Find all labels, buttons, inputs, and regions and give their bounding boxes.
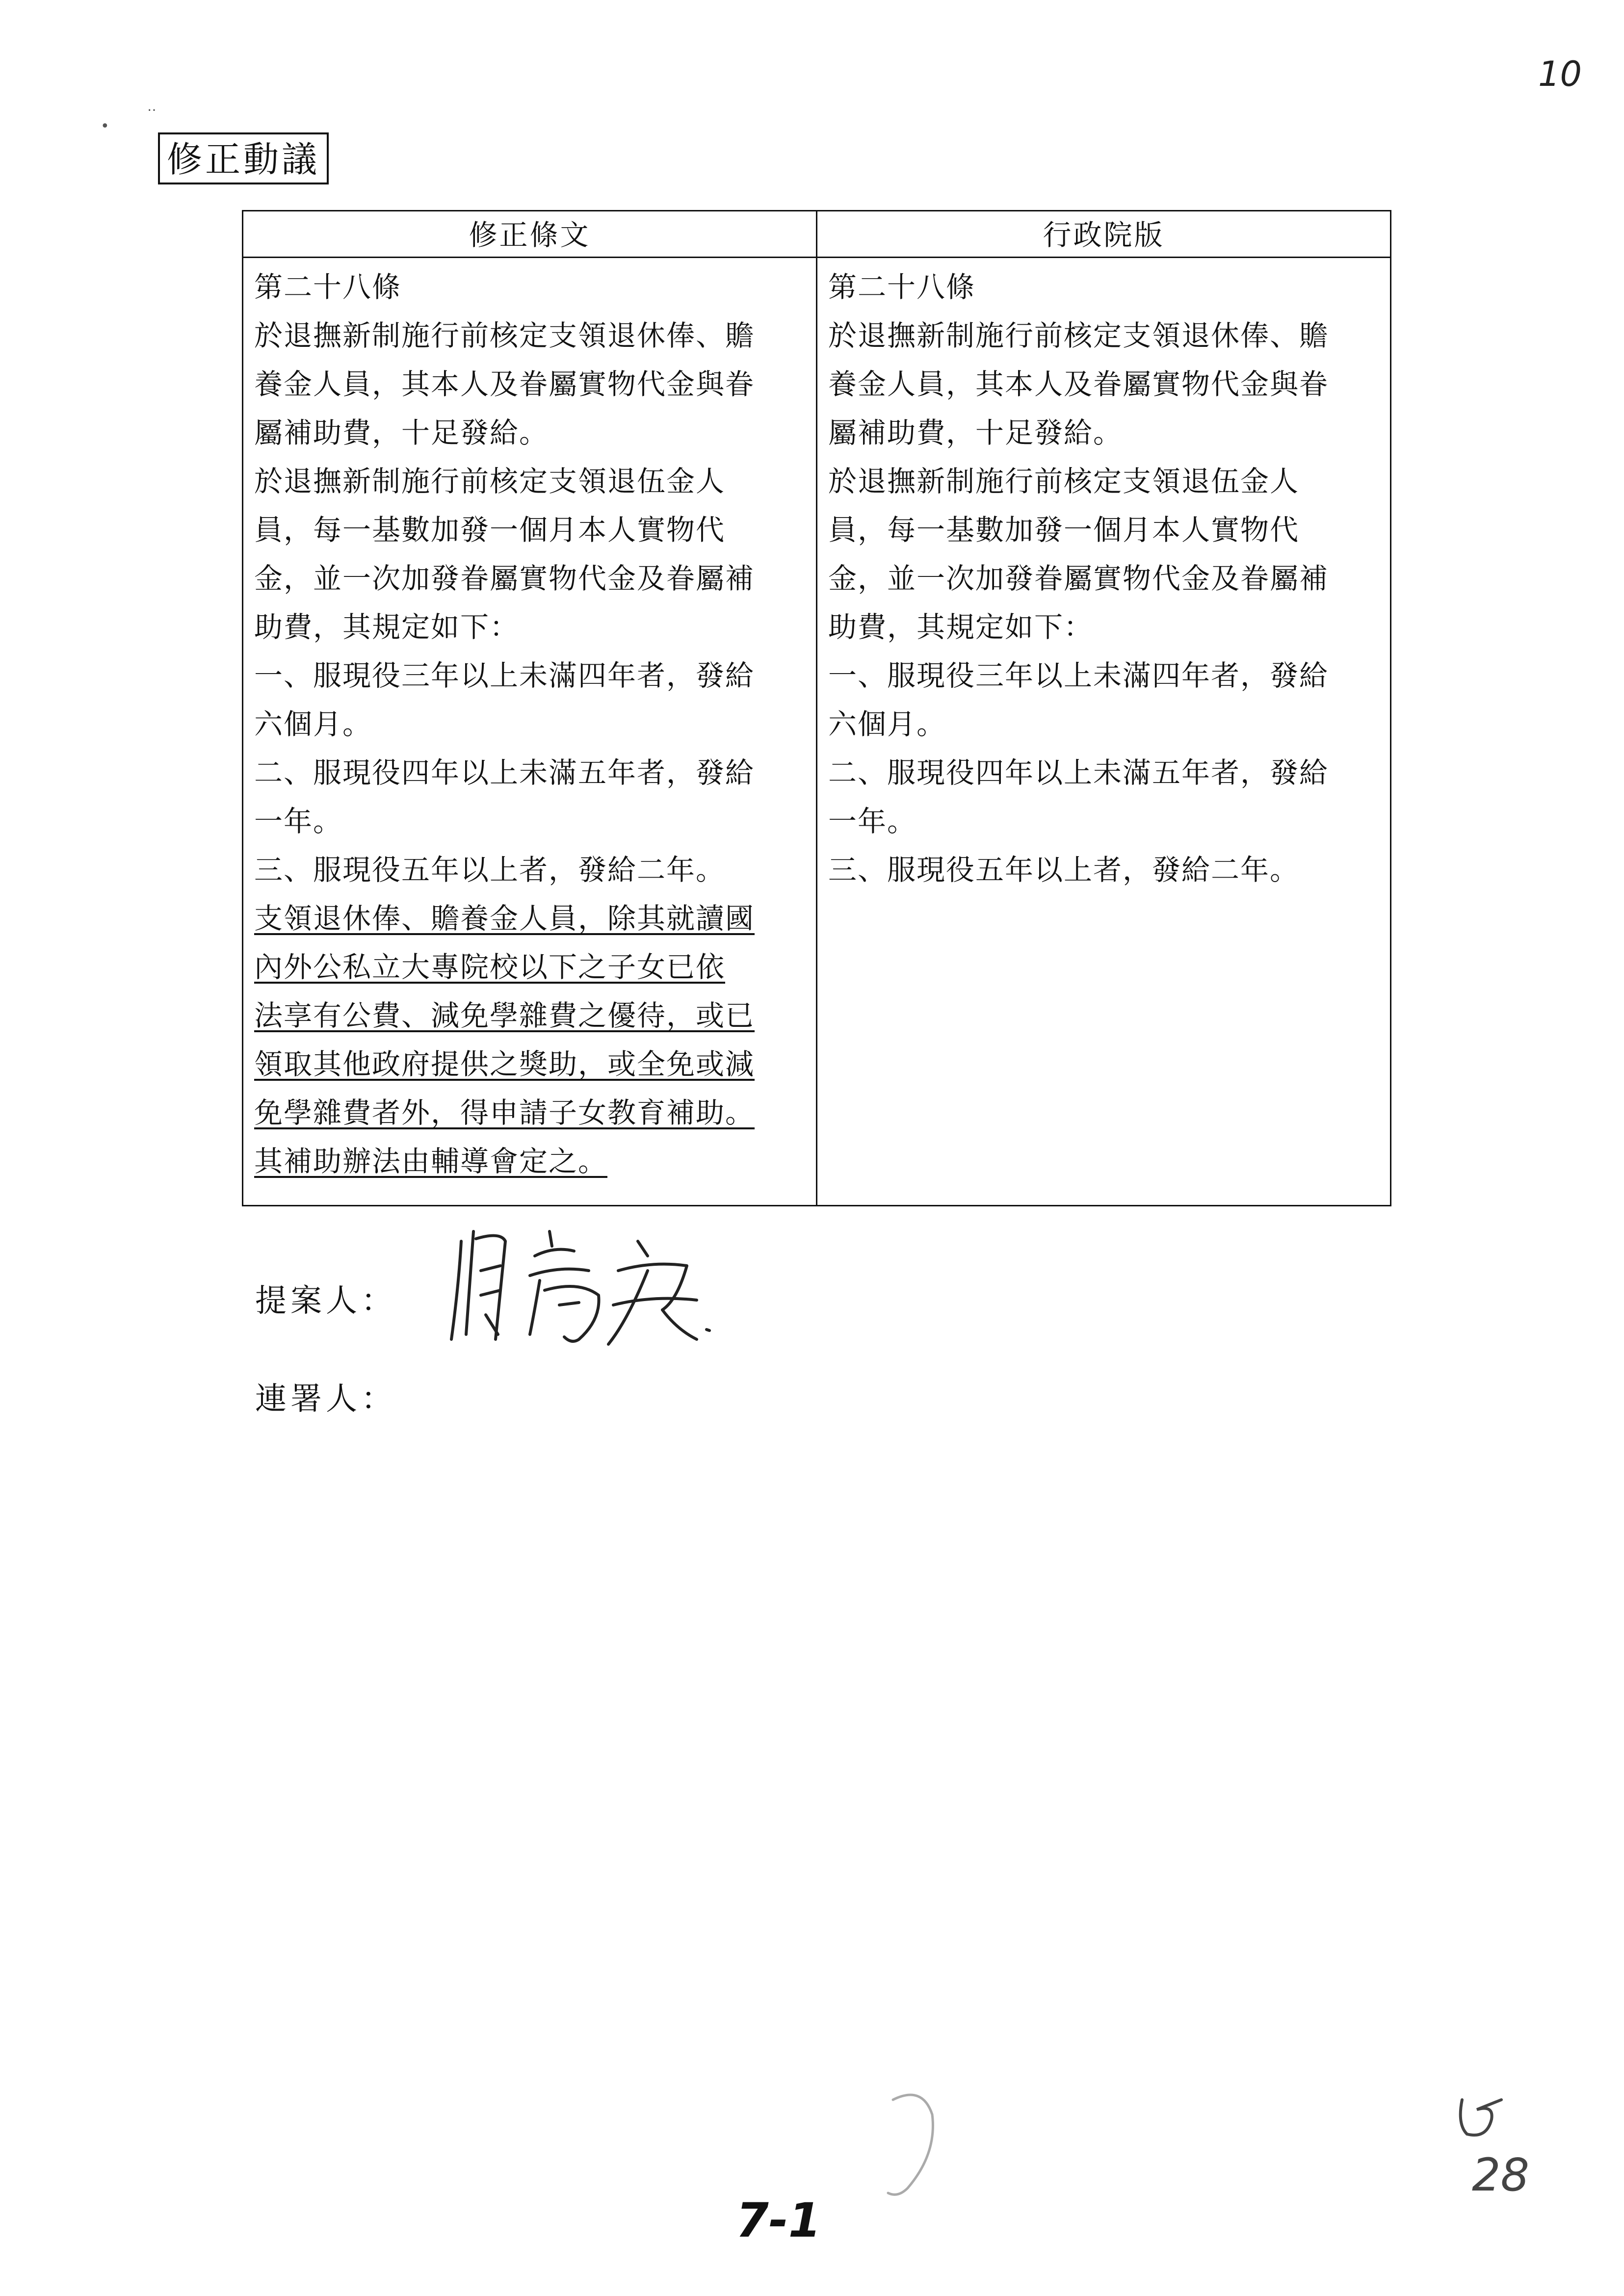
amended-text-line: 二、服現役四年以上未滿五年者，發給: [254, 756, 755, 789]
executive-yuan-text-line: 助費，其規定如下：: [828, 610, 1094, 644]
amended-text-line: 第二十八條: [254, 270, 402, 304]
amended-text-line: 支領退休俸、贍養金人員，除其就讀國: [254, 902, 755, 935]
amended-text-line: 金，並一次加發眷屬實物代金及眷屬補: [254, 562, 755, 595]
executive-yuan-text-line: 員，每一基數加發一個月本人實物代: [828, 513, 1300, 547]
cosigner-label: 連署人：: [255, 1381, 396, 1417]
header-executive-yuan-version: 行政院版: [817, 211, 1391, 258]
executive-yuan-text-line: 養金人員，其本人及眷屬實物代金與眷: [828, 367, 1329, 401]
proposer-signature: [432, 1212, 805, 1359]
executive-yuan-text-cell: [817, 258, 1391, 1206]
amended-text-line: 養金人員，其本人及眷屬實物代金與眷: [254, 367, 755, 401]
amended-text-line: 於退撫新制施行前核定支領退休俸、贍: [254, 319, 755, 352]
amended-text-line: 領取其他政府提供之獎助，或全免或減: [254, 1047, 755, 1081]
amended-text-line: 六個月。: [254, 707, 372, 741]
proposer-label: 提案人：: [255, 1283, 396, 1319]
executive-yuan-text-line: 金，並一次加發眷屬實物代金及眷屬補: [828, 562, 1329, 595]
table-row: [243, 258, 1391, 1206]
amended-text-line: 法享有公費、減免學雜費之優待，或已: [254, 999, 755, 1032]
executive-yuan-text-line: 六個月。: [828, 707, 946, 741]
motion-title: 修正動議: [158, 132, 329, 184]
comparison-table: [242, 210, 1391, 1206]
executive-yuan-text-line: 二、服現役四年以上未滿五年者，發給: [828, 756, 1329, 789]
amended-text-line: 三、服現役五年以上者，發給二年。: [254, 853, 726, 887]
amended-text-line: 員，每一基數加發一個月本人實物代: [254, 513, 726, 547]
header-amended-text: 修正條文: [243, 211, 817, 258]
executive-yuan-text-line: 一、服現役三年以上未滿四年者，發給: [828, 659, 1329, 692]
amended-text-line: 免學雜費者外，得申請子女教育補助。: [254, 1096, 755, 1129]
executive-yuan-text-line: 於退撫新制施行前核定支領退伍金人: [828, 465, 1300, 498]
amended-text-line: 屬補助費，十足發給。: [254, 416, 549, 449]
scan-speck: ‥: [147, 98, 157, 114]
executive-yuan-text-line: 第二十八條: [828, 270, 976, 304]
amended-text-line: 於退撫新制施行前核定支領退伍金人: [254, 465, 726, 498]
corner-page-mark: 28: [1472, 2149, 1530, 2201]
executive-yuan-text-line: 屬補助費，十足發給。: [828, 416, 1123, 449]
page-number: 10: [1538, 54, 1582, 94]
executive-yuan-text-line: 一年。: [828, 805, 917, 838]
scan-speck: •: [101, 118, 109, 135]
amended-text-line: 助費，其規定如下：: [254, 610, 520, 644]
amended-text-cell: [243, 258, 817, 1206]
amended-text-line: 一、服現役三年以上未滿四年者，發給: [254, 659, 755, 692]
corner-handwritten-mark: [1447, 2090, 1516, 2149]
table-header-row: [243, 211, 1391, 258]
amended-text-line: 內外公私立大專院校以下之子女已依: [254, 950, 726, 984]
handwritten-mark: [864, 2080, 962, 2208]
executive-yuan-text-line: 於退撫新制施行前核定支領退休俸、贍: [828, 319, 1329, 352]
amended-text-line: 其補助辦法由輔導會定之。: [254, 1145, 608, 1178]
footer-page-mark: 7-1: [736, 2193, 821, 2248]
executive-yuan-text-line: 三、服現役五年以上者，發給二年。: [828, 853, 1300, 887]
amended-text-line: 一年。: [254, 805, 343, 838]
